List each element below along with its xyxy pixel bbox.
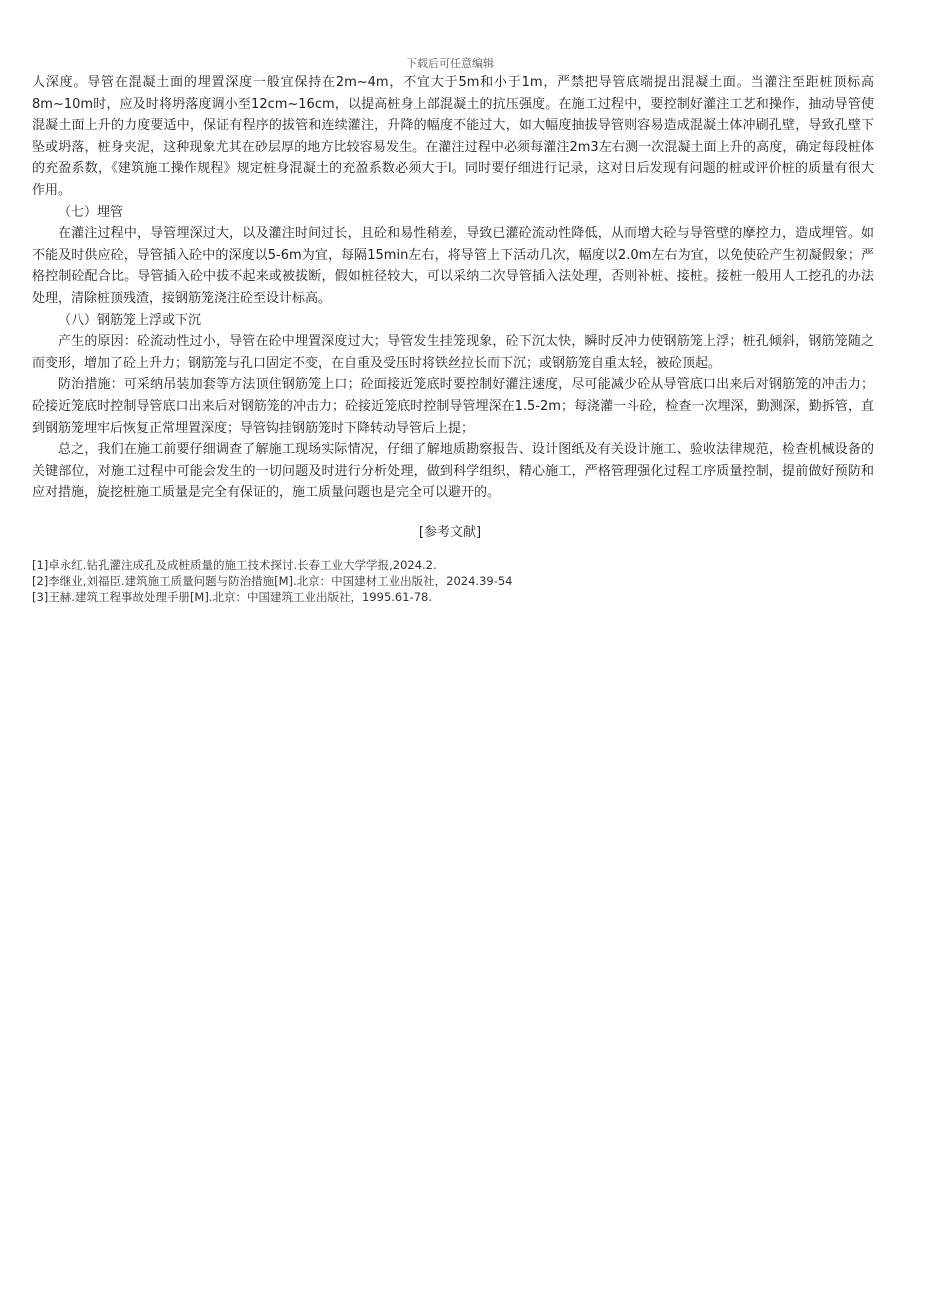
reference-item: [2]李继业,刘福臣.建筑施工质量问题与防治措施[M].北京：中国建材工业出版社，2024.39-54 [32,574,513,588]
section-heading-7: （七）埋管 [58,204,124,220]
page-header-note: 下载后可任意编辑 [406,57,494,70]
section-heading-8: （八）钢筋笼上浮或下沉 [58,312,202,328]
reference-item: [3]王赫.建筑工程事故处理手册[M].北京：中国建筑工业出版社，1995.61-78. [32,590,432,604]
reference-item: [1]卓永红.钻孔灌注成孔及成桩质量的施工技术探讨.长春工业大学学报,2024.2. [32,558,437,572]
paragraph-prevention: 防治措施：可采纳吊装加套等方法顶住钢筋笼上口；砼面接近笼底时要控制好灌注速度，尽可能减少砼从导管底口出来后对钢筋笼的冲击力；砼接近笼底时控制导管底口出来后对钢筋笼的冲击力；砼接近笼底时控制导管埋深在1.5-2m；每浇灌一斗砼，检查一次埋深，勤测深，勤拆管，直到钢筋笼埋牢后恢复正常埋置深度；导管钩挂钢筋笼时下降转动导管后上提； [32,377,874,436]
paragraph-continued: 人深度。导管在混凝土面的埋置深度一般宜保持在2m~4m，不宜大于5m和小于1m，严禁把导管底端提出混凝土面。当灌注至距桩顶标高8m~10m时，应及时将坍落度调小至12cm~16cm，以提高桩身上部混凝土的抗压强度。在施工过程中，要控制好灌注工艺和操作，抽动导管使混凝土面上升的力度要适中，保证有程序的拔管和连续灌注，升降的幅度不能过大，如大幅度抽拔导管则容易造成混凝土体冲刷孔壁，导致孔壁下坠或坍落，桩身夹泥，这种现象尤其在砂层厚的地方比较容易发生。在灌注过程中必须每灌注2m3左右测一次混凝土面上升的高度，确定每段桩体的充盈系数，《建筑施工操作规程》规定桩身混凝土的充盈系数必须大于l。同时要仔细进行记录，这对日后发现有问题的桩或评价桩的质量有很大作用。 [32,75,874,198]
paragraph-embedded-pipe: 在灌注过程中，导管埋深过大，以及灌注时间过长，且砼和易性稍差，导致已灌砼流动性降低，从而增大砼与导管壁的摩控力，造成埋管。如不能及时供应砼，导管插入砼中的深度以5-6m为宜，每隔15min左右，将导管上下活动几次，幅度以2.0m左右为宜，以免使砼产生初凝假象；严格控制砼配合比。导管插入砼中拔不起来或被拔断，假如桩径较大，可以采纳二次导管插入法处理，否则补桩、接桩。接桩一般用人工挖孔的办法处理，清除桩顶残渣，接钢筋笼浇注砼至设计标高。 [32,226,874,306]
references-list [32,557,874,605]
document-body [32,72,874,504]
references-title: [参考文献] [418,525,482,540]
paragraph-causes: 产生的原因：砼流动性过小，导管在砼中埋置深度过大；导管发生挂笼现象，砼下沉太快，瞬时反冲力使钢筋笼上浮；桩孔倾斜，钢筋笼随之而变形，增加了砼上升力；钢筋笼与孔口固定不变，在自重及受压时将铁丝拉长而下沉；或钢筋笼自重太轻，被砼顶起。 [32,334,874,371]
paragraph-conclusion: 总之，我们在施工前要仔细调查了解施工现场实际情况，仔细了解地质勘察报告、设计图纸及有关设计施工、验收法律规范，检查机械设备的关键部位，对施工过程中可能会发生的一切问题及时进行分析处理，做到科学组织，精心施工，严格管理强化过程工序质量控制，提前做好预防和应对措施，旋挖桩施工质量是完全有保证的，施工质量问题也是完全可以避开的。 [32,442,874,501]
